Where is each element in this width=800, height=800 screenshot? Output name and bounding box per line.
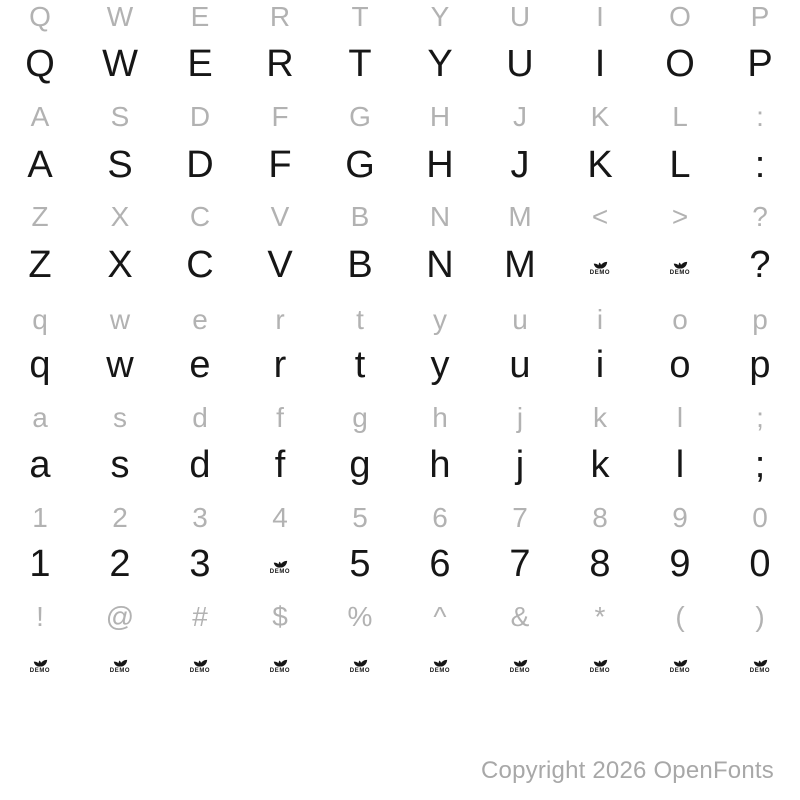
glyph-cell: t (356, 304, 364, 335)
glyph-cell: 0 (752, 502, 768, 533)
glyph-cell: k (590, 444, 610, 486)
glyph-cell: J (513, 101, 527, 132)
glyph-cell: E (190, 1, 210, 32)
glyph-cell: W (106, 1, 134, 32)
fleuron-icon (509, 652, 531, 667)
preview-row (0, 396, 800, 440)
glyph-cell: f (274, 444, 286, 486)
glyph-cell: j (516, 402, 524, 433)
main-row (0, 236, 800, 294)
demo-placeholder-glyph (589, 652, 611, 674)
glyph-cell: l (675, 444, 685, 486)
glyph-cell: < (591, 201, 609, 232)
glyph-cell: q (29, 344, 51, 386)
glyph-cell: L (672, 101, 688, 132)
glyph-cell: g (349, 444, 371, 486)
main-row (0, 35, 800, 93)
glyph-cell: H (426, 144, 454, 186)
glyph-cell: C (189, 201, 211, 232)
demo-placeholder-label: DEMO (189, 668, 211, 674)
glyph-cell: 7 (509, 543, 531, 585)
glyph-cell: S (107, 144, 133, 186)
glyph-cell: Z (31, 201, 49, 232)
glyph-cell: h (429, 444, 451, 486)
main-row (0, 535, 800, 593)
glyph-cell: U (509, 1, 531, 32)
glyph-cell: * (594, 601, 606, 632)
glyph-cell: O (669, 1, 691, 32)
fleuron-icon (109, 652, 131, 667)
demo-placeholder-label: DEMO (509, 668, 531, 674)
glyph-cell: N (426, 244, 454, 286)
glyph-cell: e (192, 304, 208, 335)
glyph-cell: q (32, 304, 48, 335)
glyph-cell: G (349, 101, 371, 132)
glyph-cell: h (432, 402, 448, 433)
demo-placeholder-label: DEMO (749, 668, 771, 674)
glyph-cell: U (506, 43, 534, 85)
glyph-cell: I (594, 43, 606, 85)
glyph-cell: 5 (352, 502, 368, 533)
glyph-cell: F (271, 101, 289, 132)
glyph-cell: u (509, 344, 531, 386)
glyph-cell: T (348, 43, 372, 85)
demo-placeholder-label: DEMO (269, 668, 291, 674)
copyright-watermark: Copyright 2026 OpenFonts (481, 757, 774, 784)
glyph-cell: Q (29, 1, 51, 32)
glyph-cell: S (110, 101, 130, 132)
fleuron-icon (269, 553, 291, 568)
demo-placeholder-label: DEMO (109, 668, 131, 674)
glyph-cell: 3 (192, 502, 208, 533)
glyph-cell: w (109, 304, 131, 335)
glyph-cell: 2 (109, 543, 131, 585)
fleuron-icon (269, 652, 291, 667)
preview-row (0, 595, 800, 639)
glyph-cell: s (113, 402, 127, 433)
glyph-cell: # (192, 601, 208, 632)
glyph-cell: F (268, 144, 292, 186)
glyph-cell: a (32, 402, 48, 433)
glyph-cell: K (590, 101, 610, 132)
glyph-cell: 8 (592, 502, 608, 533)
demo-placeholder-label: DEMO (589, 270, 611, 276)
fleuron-icon (669, 254, 691, 269)
glyph-cell: d (192, 402, 208, 433)
main-row (0, 436, 800, 494)
fleuron-icon (749, 652, 771, 667)
demo-placeholder-label: DEMO (349, 668, 371, 674)
glyph-cell: Z (28, 244, 52, 286)
glyph-cell: W (102, 43, 138, 85)
demo-placeholder-glyph (509, 652, 531, 674)
glyph-cell: N (429, 201, 451, 232)
demo-placeholder-glyph (589, 254, 611, 276)
glyph-cell: ! (36, 601, 44, 632)
glyph-cell: Y (427, 43, 453, 85)
demo-placeholder-glyph (669, 254, 691, 276)
glyph-cell: R (266, 43, 294, 85)
demo-placeholder-glyph (189, 652, 211, 674)
glyph-cell: u (512, 304, 528, 335)
glyph-cell: e (189, 344, 211, 386)
glyph-cell: Y (430, 1, 450, 32)
glyph-cell: ? (749, 244, 771, 286)
glyph-cell: O (665, 43, 695, 85)
glyph-cell: X (107, 244, 133, 286)
glyph-cell: i (596, 304, 604, 335)
glyph-cell: 6 (429, 543, 451, 585)
demo-placeholder-label: DEMO (29, 668, 51, 674)
demo-placeholder-glyph (269, 553, 291, 575)
preview-row (0, 0, 800, 39)
glyph-cell: 0 (749, 543, 771, 585)
demo-placeholder-glyph (29, 652, 51, 674)
glyph-cell: E (187, 43, 213, 85)
glyph-cell: & (510, 601, 530, 632)
demo-placeholder-label: DEMO (589, 668, 611, 674)
glyph-cell: 5 (349, 543, 371, 585)
preview-row (0, 195, 800, 239)
glyph-cell: M (508, 201, 532, 232)
fleuron-icon (589, 652, 611, 667)
glyph-cell: V (267, 244, 293, 286)
glyph-cell: 1 (29, 543, 51, 585)
glyph-cell: P (750, 1, 770, 32)
glyph-cell: : (756, 101, 764, 132)
glyph-cell: T (351, 1, 369, 32)
main-row (0, 336, 800, 394)
glyph-cell: G (345, 144, 375, 186)
fleuron-icon (189, 652, 211, 667)
glyph-cell: l (676, 402, 684, 433)
glyph-cell: V (270, 201, 290, 232)
demo-placeholder-glyph (749, 652, 771, 674)
fleuron-icon (669, 652, 691, 667)
glyph-cell: t (354, 344, 366, 386)
glyph-cell: ) (755, 601, 765, 632)
glyph-cell: J (510, 144, 530, 186)
glyph-cell: 8 (589, 543, 611, 585)
glyph-cell: r (275, 304, 285, 335)
glyph-cell: o (672, 304, 688, 335)
glyph-cell: ; (754, 444, 766, 486)
glyph-cell: a (29, 444, 51, 486)
demo-placeholder-glyph (429, 652, 451, 674)
glyph-cell: y (430, 344, 450, 386)
main-row (0, 634, 800, 692)
glyph-cell: 3 (189, 543, 211, 585)
glyph-cell: C (186, 244, 214, 286)
glyph-cell: D (186, 144, 214, 186)
glyph-cell: ? (752, 201, 768, 232)
glyph-cell: P (747, 43, 773, 85)
glyph-cell: % (347, 601, 373, 632)
glyph-cell: d (189, 444, 211, 486)
fleuron-icon (349, 652, 371, 667)
demo-placeholder-label: DEMO (669, 668, 691, 674)
glyph-cell: > (671, 201, 689, 232)
glyph-cell: ( (675, 601, 685, 632)
preview-row (0, 496, 800, 540)
glyph-cell: 9 (672, 502, 688, 533)
glyph-cell: 4 (272, 502, 288, 533)
glyph-cell: j (515, 444, 525, 486)
glyph-cell: g (352, 402, 368, 433)
glyph-cell: R (269, 1, 291, 32)
glyph-cell: w (106, 344, 134, 386)
glyph-cell: f (276, 402, 284, 433)
glyph-cell: r (273, 344, 287, 386)
demo-placeholder-glyph (109, 652, 131, 674)
glyph-cell: B (350, 201, 370, 232)
glyph-cell: ^ (433, 601, 447, 632)
glyph-cell: p (749, 344, 771, 386)
glyph-cell: Q (25, 43, 55, 85)
glyph-cell: 9 (669, 543, 691, 585)
glyph-cell: K (587, 144, 613, 186)
demo-placeholder-label: DEMO (669, 270, 691, 276)
glyph-cell: 7 (512, 502, 528, 533)
glyph-cell: k (593, 402, 607, 433)
glyph-cell: A (30, 101, 50, 132)
main-row (0, 136, 800, 194)
glyph-cell: p (752, 304, 768, 335)
glyph-cell: $ (272, 601, 288, 632)
demo-placeholder-glyph (349, 652, 371, 674)
demo-placeholder-glyph (269, 652, 291, 674)
glyph-cell: 2 (112, 502, 128, 533)
glyph-cell: 6 (432, 502, 448, 533)
glyph-cell: : (754, 144, 766, 186)
fleuron-icon (589, 254, 611, 269)
demo-placeholder-glyph (669, 652, 691, 674)
preview-row (0, 95, 800, 139)
glyph-cell: y (433, 304, 447, 335)
glyph-cell: M (504, 244, 536, 286)
glyph-cell: s (110, 444, 130, 486)
demo-placeholder-label: DEMO (429, 668, 451, 674)
demo-placeholder-label: DEMO (269, 569, 291, 575)
glyph-cell: D (189, 101, 211, 132)
glyph-cell: H (429, 101, 451, 132)
glyph-cell: A (27, 144, 53, 186)
glyph-cell: i (595, 344, 605, 386)
glyph-cell: o (669, 344, 691, 386)
glyph-cell: L (669, 144, 691, 186)
glyph-cell: X (110, 201, 130, 232)
fleuron-icon (29, 652, 51, 667)
glyph-cell: I (596, 1, 604, 32)
glyph-cell: ; (756, 402, 764, 433)
fleuron-icon (429, 652, 451, 667)
glyph-cell: 1 (32, 502, 48, 533)
glyph-cell: @ (105, 601, 135, 632)
glyph-cell: B (347, 244, 373, 286)
